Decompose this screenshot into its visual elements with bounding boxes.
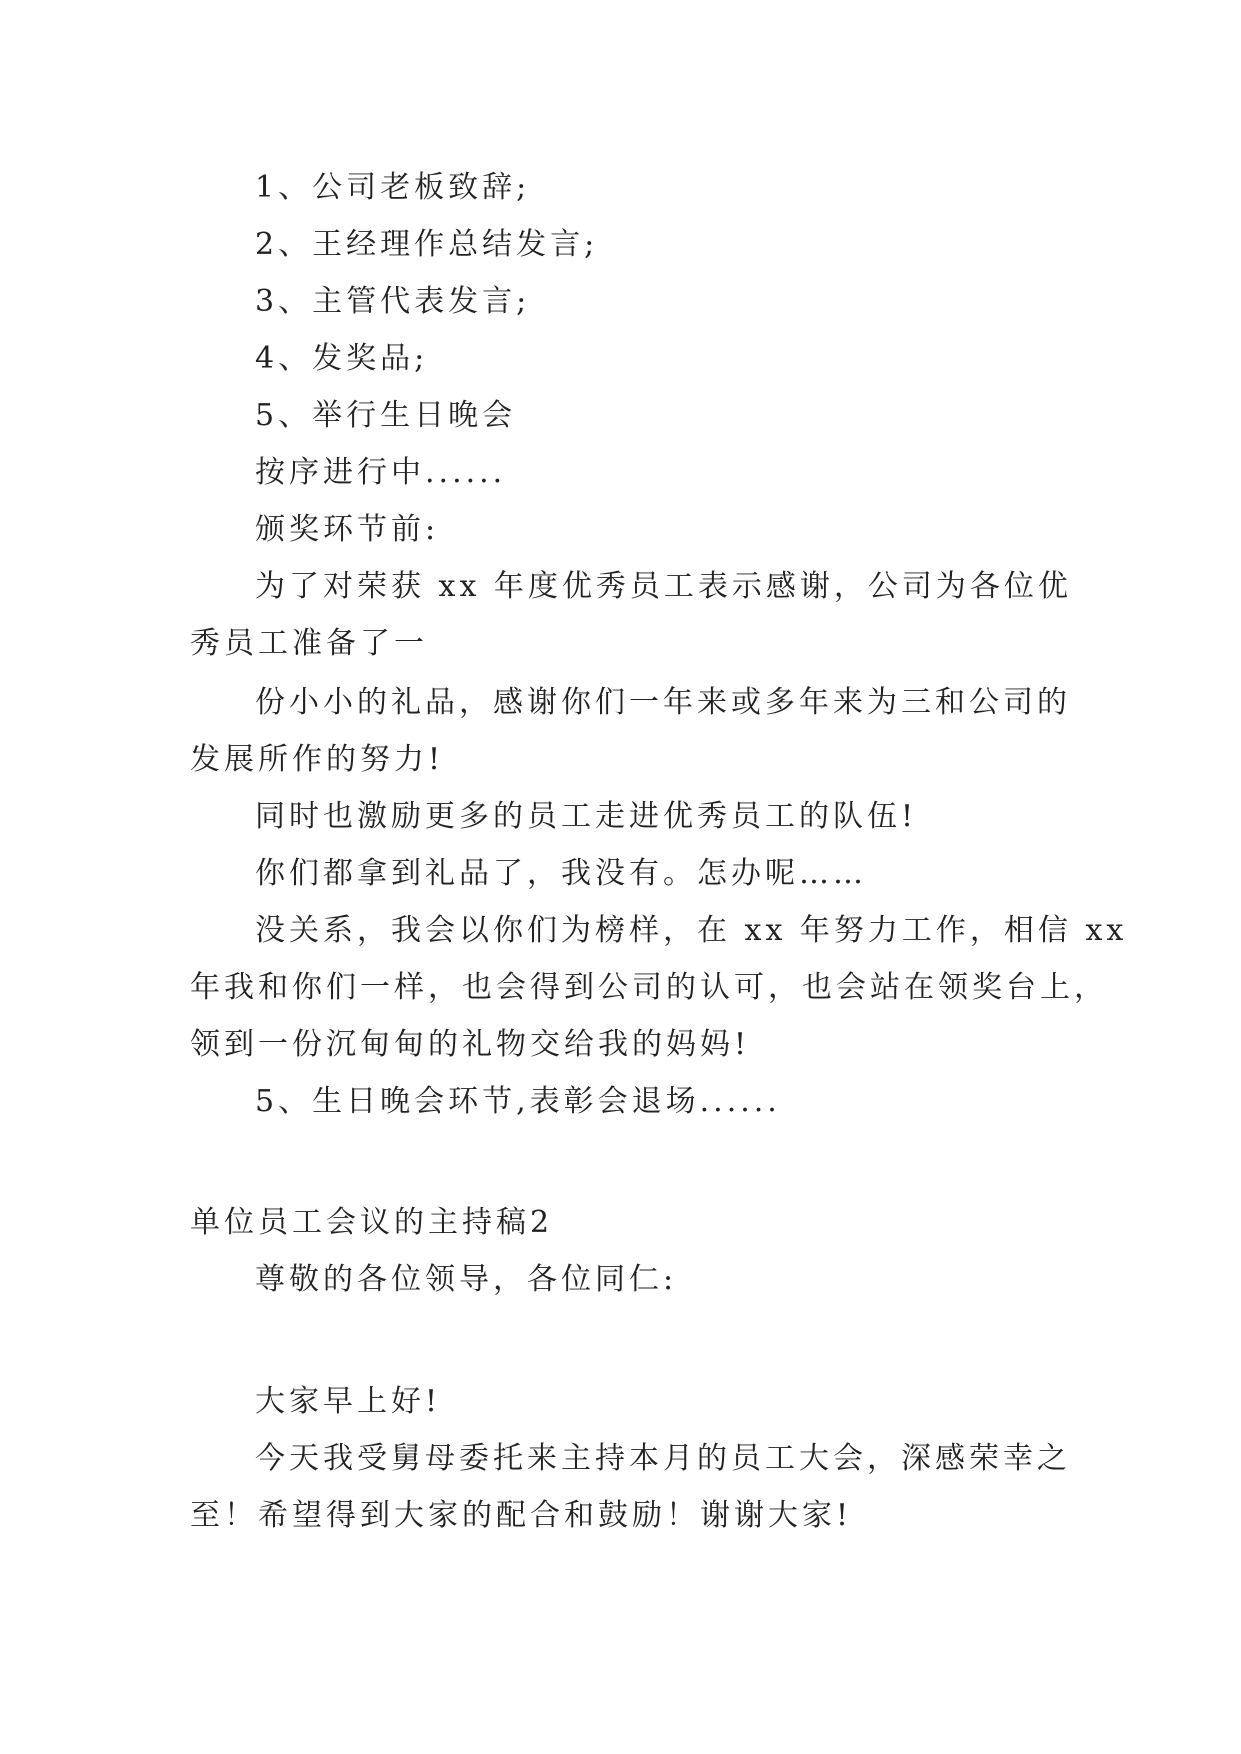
paragraph-line: 发展所作的努力! <box>190 742 445 777</box>
greeting: 大家早上好! <box>255 1384 442 1419</box>
paragraph-line: 份小小的礼品，感谢你们一年来或多年来为三和公司的 <box>255 685 1071 720</box>
section-heading: 单位员工会议的主持稿2 <box>190 1205 554 1240</box>
paragraph-line: 为了对荣获 xx 年度优秀员工表示感谢，公司为各位优 <box>255 569 1072 604</box>
paragraph-line: 按序进行中...... <box>255 455 507 490</box>
paragraph-line: 5、生日晚会环节,表彰会退场...... <box>255 1084 781 1119</box>
paragraph-line: 颁奖环节前: <box>255 512 440 547</box>
paragraph-line: 今天我受舅母委托来主持本月的员工大会，深感荣幸之 <box>255 1441 1071 1476</box>
paragraph-line: 你们都拿到礼品了，我没有。怎办呢…… <box>255 856 867 891</box>
agenda-item-1: 1、公司老板致辞; <box>255 170 531 205</box>
agenda-item-5: 5、举行生日晚会 <box>255 398 517 433</box>
paragraph-line: 年我和你们一样，也会得到公司的认可，也会站在领奖台上， <box>190 970 1108 1005</box>
paragraph-line: 秀员工准备了一 <box>190 626 428 661</box>
agenda-item-3: 3、主管代表发言; <box>255 284 531 319</box>
paragraph-line: 领到一份沉甸甸的礼物交给我的妈妈! <box>190 1027 751 1062</box>
paragraph-line: 同时也激励更多的员工走进优秀员工的队伍! <box>255 799 918 834</box>
agenda-item-4: 4、发奖品; <box>255 341 429 376</box>
paragraph-line: 没关系，我会以你们为榜样，在 xx 年努力工作，相信 xx <box>255 913 1128 948</box>
paragraph-line: 至！希望得到大家的配合和鼓励！谢谢大家! <box>190 1498 853 1533</box>
agenda-item-2: 2、王经理作总结发言; <box>255 227 599 262</box>
salutation: 尊敬的各位领导，各位同仁: <box>255 1262 678 1297</box>
